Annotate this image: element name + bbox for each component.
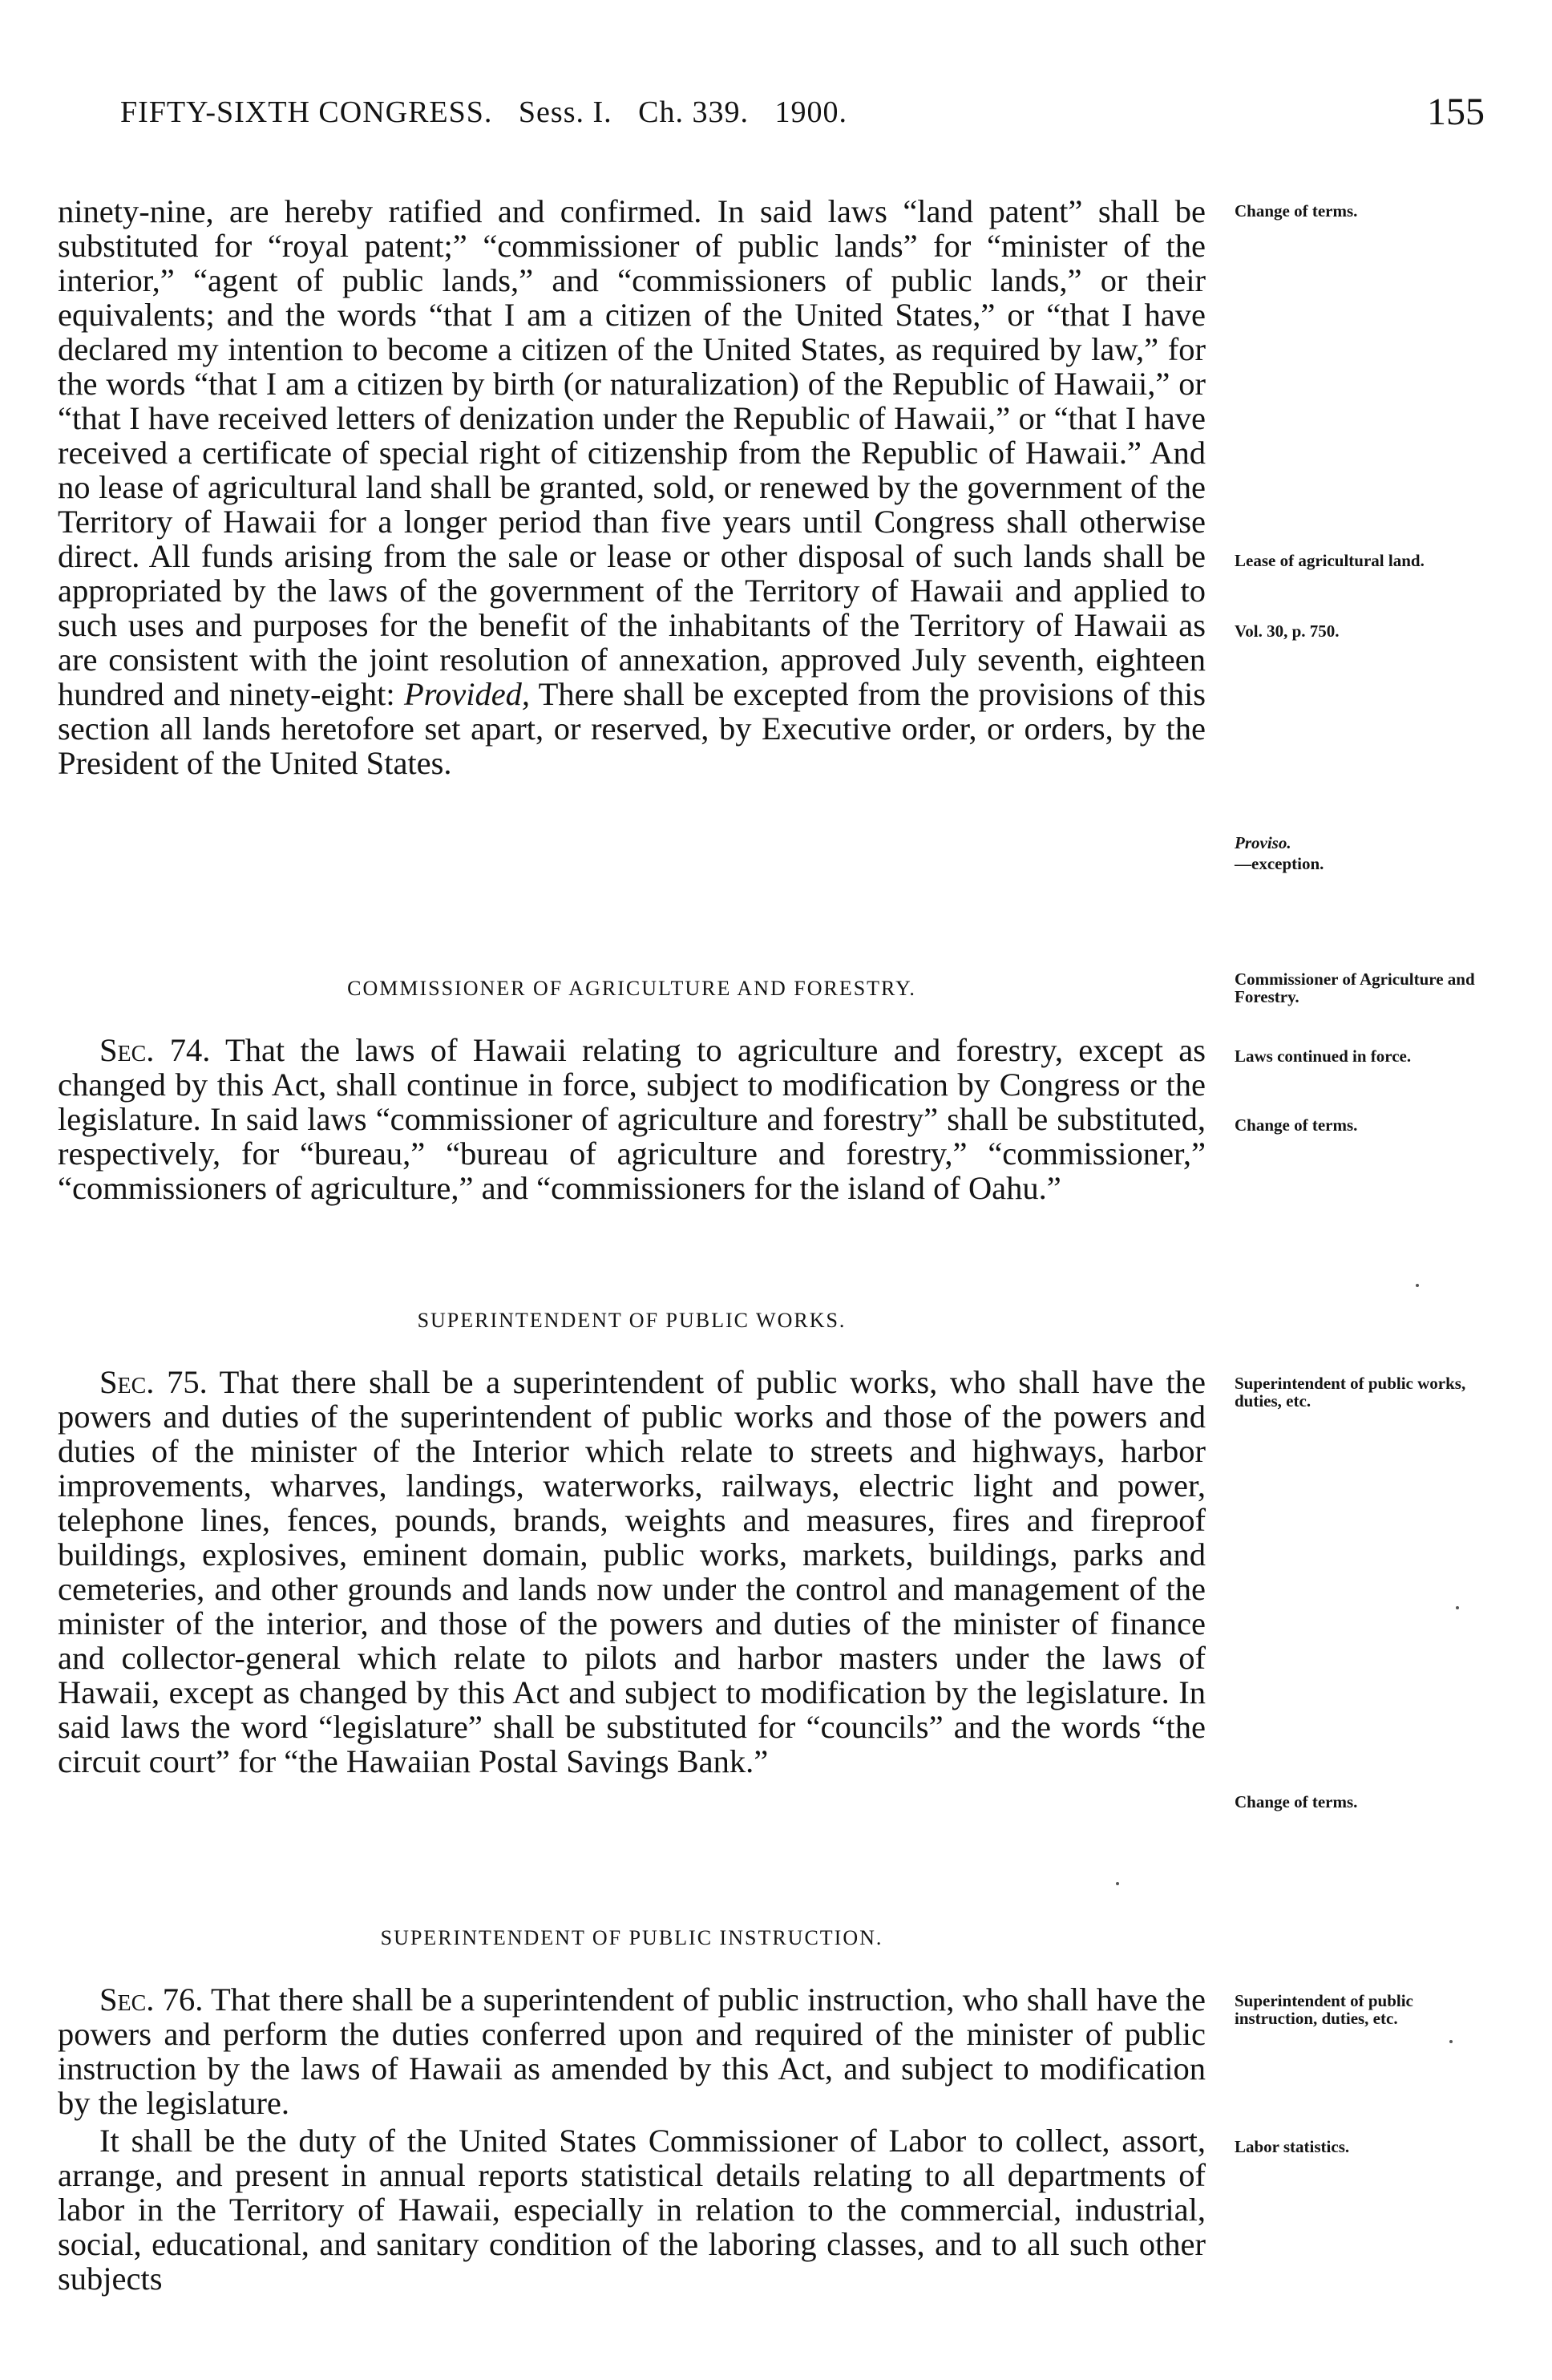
section-74 [58, 1033, 1206, 1205]
section-number: Sec. 76. [99, 1981, 204, 2018]
print-speck [1416, 1284, 1419, 1287]
chapter-label: Ch. 339. [638, 95, 749, 129]
margin-note-change-of-terms: Change of terms. [1235, 201, 1358, 221]
section-heading-public-works: SUPERINTENDENT OF PUBLIC WORKS. [417, 1309, 847, 1332]
year-label: 1900. [774, 95, 847, 129]
margin-note-proviso: Proviso. [1235, 833, 1291, 852]
section-76 [58, 1982, 1206, 2296]
margin-note-commissioner-agriculture: Commissioner of Agriculture and Forestry. [1235, 969, 1475, 1006]
labor-paragraph: It shall be the duty of the United States Commissioner of Labor to collect, assort, arrange, and present in annual reports statistical details relating to all departments of labor in the Territory of Hawaii, especially in relation to the commercial, industrial, social, educational, and sanitary condition of the laboring classes, and to all such other subjects [58, 2123, 1206, 2297]
margin-note-lease-land: Lease of agricultural land. [1235, 551, 1425, 570]
section-heading-agriculture: COMMISSIONER OF AGRICULTURE AND FORESTRY. [347, 977, 916, 1000]
running-head [120, 95, 865, 130]
proviso-word: Provided, [403, 676, 531, 712]
margin-note-superintendent-instruction: Superintendent of public instruction, duties, etc. [1235, 1991, 1413, 2028]
margin-note-volume-reference: Vol. 30, p. 750. [1235, 621, 1340, 641]
section-text: That there shall be a superintendent of public instruction, who shall have the powers and perform the duties conferred upon and required of the minister of public instruction by the laws of Hawaii as amended by this Act, and subject to modification by the legislature. [58, 1981, 1206, 2121]
margin-note-change-of-terms: Change of terms. [1235, 1115, 1358, 1135]
margin-note-laws-continued: Laws continued in force. [1235, 1046, 1412, 1066]
page-number: 155 [1427, 91, 1485, 133]
margin-note-superintendent-works: Superintendent of public works, duties, etc. [1235, 1374, 1466, 1411]
print-speck [1449, 2040, 1453, 2043]
section-text: That there shall be a superintendent of public works, who shall have the powers and duties of the superintendent of public works and those of the powers and duties of the minister of the Interior which relate to streets and highways, harbor improvements, wharves, landings, waterworks, railways, electric light and power, telephone lines, fences, pounds, brands, weights and measures, fires and fireproof buildings, explosives, eminent domain, public works, markets, buildings, parks and cemeteries, and other grounds and lands now under the control and management of the minister of the interior, and those of the powers and duties of the minister of finance and collector-general which relate to pilots and harbor masters under the laws of Hawaii, except as changed by this Act and subject to modification by the legislature. In said laws the word “legislature” shall be substituted for “councils” and the words “the circuit court” for “the Hawaiian Postal Savings Bank.” [58, 1364, 1206, 1779]
print-speck [1456, 1606, 1459, 1609]
section-number: Sec. 75. [99, 1364, 208, 1400]
margin-note-exception: —exception. [1235, 854, 1324, 873]
section-text: That the laws of Hawaii relating to agriculture and forestry, except as changed by this Act, shall continue in force, subject to modification by Congress or the legislature. In said laws “commissioner of agriculture and forestry” shall be substituted, respectively, for “bureau,” “bureau of agriculture and forestry,” “commissioner,” “commissioners of agriculture,” and “commissioners for the island of Oahu.” [58, 1032, 1206, 1206]
continuation-paragraph [58, 194, 1206, 780]
margin-note-labor-statistics: Labor statistics. [1235, 2137, 1350, 2156]
congress-label: FIFTY-SIXTH CONGRESS. [120, 95, 493, 129]
proviso-text: There shall be excepted from the provisions of this section all lands heretofore set apart, or reserved, by Executive order, or orders, by the President of the United States. [58, 676, 1206, 781]
section-number: Sec. 74. [99, 1032, 211, 1068]
section-75 [58, 1365, 1206, 1779]
session-label: Sess. I. [518, 95, 612, 129]
paragraph-text: ninety-nine, are hereby ratified and confirmed. In said laws “land patent” shall be substituted for “royal patent;” “commissioner of public lands” for “minister of the interior,” “agent of public lands,” and “commissioners of public lands,” or their equivalents; and the words “that I am a citizen of the United States,” or “that I have declared my intention to become a citizen of the United States, as required by law,” for the words “that I am a citizen by birth (or naturalization) of the Republic of Hawaii,” or “that I have received letters of denization under the Republic of Hawaii,” or “that I have received a certificate of special right of citizenship from the Republic of Hawaii.” And no lease of agricultural land shall be granted, sold, or renewed by the government of the Territory of Hawaii for a longer period than five years until Congress shall otherwise direct. All funds arising from the sale or lease or other disposal of such lands shall be appropriated by the laws of the government of the Territory of Hawaii and applied to such uses and purposes for the benefit of the inhabitants of the Territory of Hawaii as are consistent with the joint resolution of annexation, approved July seventh, eighteen hundred and ninety-eight: [58, 193, 1206, 712]
print-speck [1116, 1882, 1119, 1885]
margin-note-change-of-terms: Change of terms. [1235, 1792, 1358, 1811]
section-heading-public-instruction: SUPERINTENDENT OF PUBLIC INSTRUCTION. [380, 1926, 883, 1949]
